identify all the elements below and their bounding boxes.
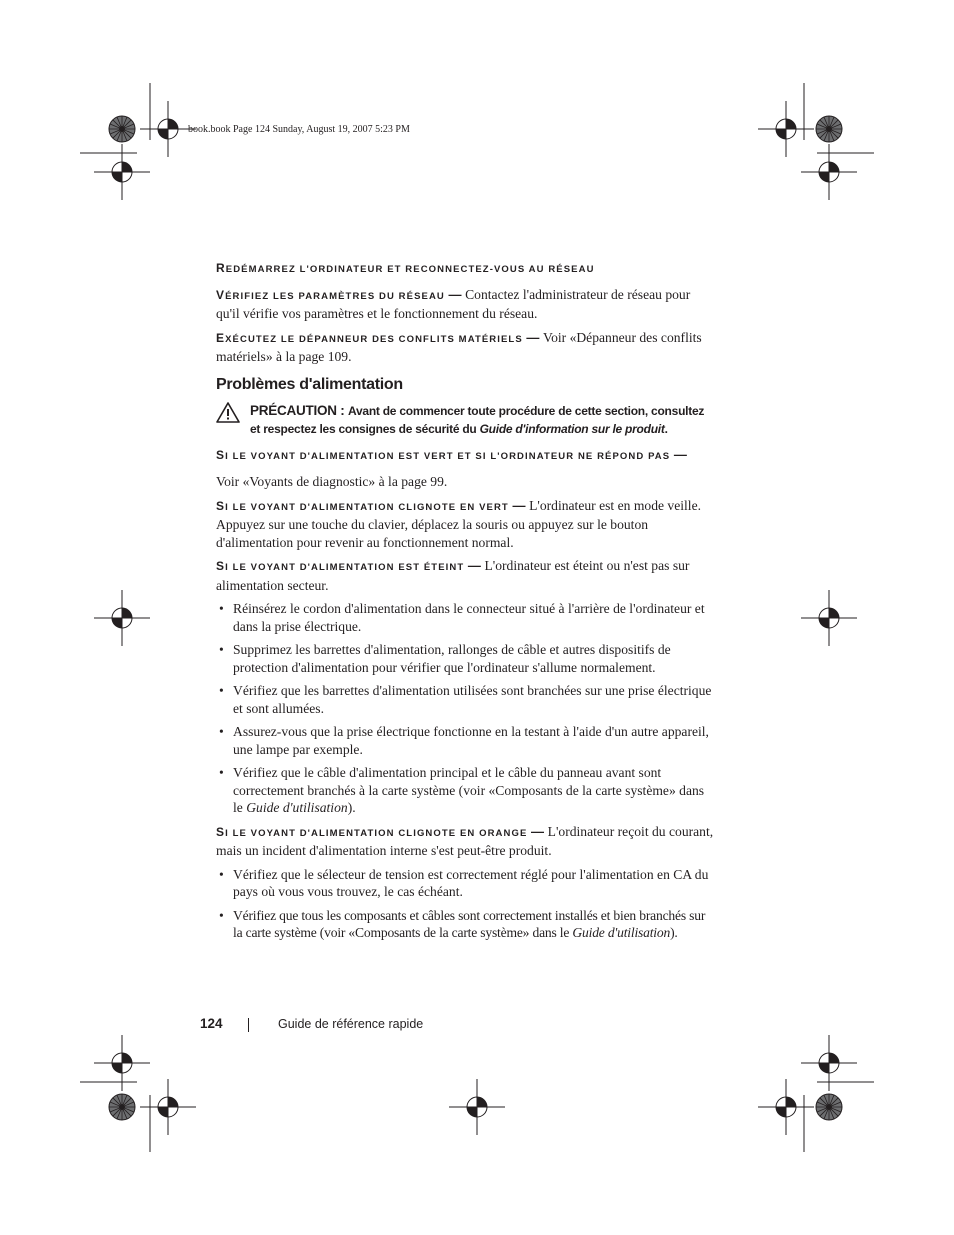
off-bullet-list (216, 600, 716, 817)
verify-network-paragraph: VÉRIFIEZ LES PARAMÈTRES DU RÉSEAU — Contactez l'administrateur de réseau pour qu'il vérifie vos paramètres et le fonctionnement du réseau. (216, 286, 691, 321)
caution-text: PRÉCAUTION : Avant de commencer toute procédure de cette section, consultez et respectez les consignes de sécurité du Guide d'information sur le produit. (250, 402, 705, 436)
page-number: 124 (200, 1016, 223, 1031)
green-blinking-paragraph: SI LE VOYANT D'ALIMENTATION CLIGNOTE EN VERT — L'ordinateur est en mode veille. Appuyez sur une touche du clavier, déplacez la souris ou appuyez sur le bouton d'alimentation pour revenir au fonctionnement normal. (216, 497, 702, 550)
warning-triangle-icon (216, 402, 250, 428)
footer-title: Guide de référence rapide (278, 1017, 424, 1031)
footer-divider (248, 1018, 249, 1032)
print-header: book.book Page 124 Sunday, August 19, 2007 5:23 PM (188, 124, 410, 135)
green-blinking-heading: SI LE VOYANT D'ALIMENTATION CLIGNOTE EN VERT (216, 498, 509, 513)
green-no-response-heading-paragraph: SI LE VOYANT D'ALIMENTATION EST VERT ET SI L'ORDINATEUR NE RÉPOND PAS — (216, 446, 687, 462)
troubleshooter-heading: EXÉCUTEZ LE DÉPANNEUR DES CONFLITS MATÉRIELS (216, 330, 523, 345)
list-item: • Assurez-vous que la prise électrique fonctionne en la testant à l'aide d'un autre appareil, une lampe par exemple. (216, 723, 716, 758)
troubleshooter-paragraph: EXÉCUTEZ LE DÉPANNEUR DES CONFLITS MATÉRIELS — Voir «Dépanneur des conflits matériels» à la page 109. (216, 329, 702, 364)
green-no-response-text: Voir «Voyants de diagnostic» à la page 99. (216, 474, 448, 489)
off-text: L'ordinateur est éteint ou n'est pas sur alimentation secteur. (216, 558, 690, 593)
orange-bullet-list (216, 866, 716, 942)
list-item: • Vérifiez que tous les composants et câbles sont correctement installés et bien branchés sur la carte système (voir «Composants de la carte système» dans le Guide d'utilisation). (216, 907, 716, 942)
restart-paragraph (216, 259, 716, 279)
caution-box (216, 402, 716, 438)
troubleshooter-text: Voir «Dépanneur des conflits matériels» à la page 109. (216, 329, 702, 364)
orange-blinking-heading: SI LE VOYANT D'ALIMENTATION CLIGNOTE EN ORANGE (216, 824, 528, 839)
page-content (216, 259, 716, 948)
list-item: • Réinsérez le cordon d'alimentation dans le connecteur situé à l'arrière de l'ordinateur et dans la prise électrique. (216, 600, 716, 635)
restart-heading: REDÉMARREZ L'ORDINATEUR ET RECONNECTEZ-VOUS AU RÉSEAU (216, 261, 595, 275)
list-item: • Supprimez les barrettes d'alimentation, rallonges de câble et autres dispositifs de protection d'alimentation pour vérifier que l'ordinateur s'allume normalement. (216, 641, 716, 676)
list-item: • Vérifiez que le sélecteur de tension est correctement réglé pour l'alimentation en CA du pays où vous vous trouvez, le cas échéant. (216, 866, 716, 901)
green-blinking-text: L'ordinateur est en mode veille. Appuyez sur une touche du clavier, déplacez la souris ou appuyez sur le bouton d'alimentation pour revenir au fonctionnement normal. (216, 497, 702, 550)
orange-blinking-text: L'ordinateur reçoit du courant, mais un incident d'alimentation interne s'est peut-être produit. (216, 823, 714, 858)
verify-network-heading: VÉRIFIEZ LES PARAMÈTRES DU RÉSEAU (216, 287, 445, 302)
section-title: Problèmes d'alimentation (216, 375, 403, 393)
off-heading: SI LE VOYANT D'ALIMENTATION EST ÉTEINT (216, 559, 465, 573)
off-paragraph: SI LE VOYANT D'ALIMENTATION EST ÉTEINT — L'ordinateur est éteint ou n'est pas sur alimentation secteur. (216, 558, 690, 593)
green-no-response-heading: SI LE VOYANT D'ALIMENTATION EST VERT ET SI L'ORDINATEUR NE RÉPOND PAS (216, 447, 671, 462)
list-item: • Vérifiez que le câble d'alimentation principal et le câble du panneau avant sont correctement branchés à la carte système (voir «Composants de la carte système» dans le Guide d'utilisation). (216, 764, 716, 817)
orange-blinking-paragraph: SI LE VOYANT D'ALIMENTATION CLIGNOTE EN ORANGE — L'ordinateur reçoit du courant, mais un incident d'alimentation interne s'est peut-être produit. (216, 823, 714, 858)
list-item: • Vérifiez que les barrettes d'alimentation utilisées sont branchées sur une prise électrique et sont allumées. (216, 682, 716, 717)
verify-network-text: Contactez l'administrateur de réseau pour qu'il vérifie vos paramètres et le fonctionnement du réseau. (216, 286, 691, 321)
